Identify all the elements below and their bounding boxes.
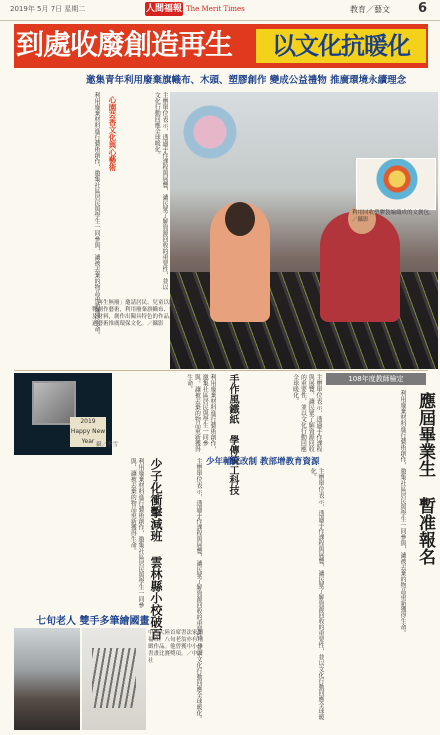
side-banner: 心園芸香文化與心藝術 [108,96,117,171]
inset-photo-caption: 利用回收塑膠袋編織成的文創包。／攝影 [352,210,435,223]
article-column: 主辦單位表示，透過手作課程與展覽，讓民眾了解資源回收的重要性，並以文化行動回應全球暖化。 [309,468,324,720]
newspaper-logo-english: The Merit Times [186,5,245,13]
article-column: 利用廢棄材料進行藝術創作，邀集社區居民與學生一同參與，讓被丟棄的物品重新獲得生命。 [185,374,216,452]
article-column: 利用廢棄材料進行藝術創作，邀集社區居民與學生一同參與，讓被丟棄的物品重新獲得生命。 [93,92,100,338]
article-column: 主辦單位表示，透過手作課程與展覽，讓民眾了解資源回收的重要性，並以文化行動回應全球暖化。 [153,92,168,290]
elder-portrait-photo [14,628,80,730]
headline-main: 到處收廢創造再生 [16,28,233,61]
headline-highlight-box [256,29,426,63]
sub-article-headline: 少子化衝擊減班 雲林縣小校破百 [149,458,163,640]
issue-date: 2019年 5月 7日 星期二 [10,5,86,13]
section-tag: 108年度教師檢定 [326,373,426,385]
craft-photo-caption: 攝／李雪 [96,442,119,448]
newspaper-logo: 人間福報 [145,4,182,14]
subheadline: 邀集青年利用廢棄旗幟布、木頭、塑膠創作 變成公益禮物 推廣環境永續理念 [86,75,407,86]
article-column: 主辦單位表示，透過手作課程與展覽，讓民眾了解資源回收的重要性，並以文化行動回應全球暖化。 [195,458,202,722]
big-headline: 應屆畢業生 暫准報名 [415,392,435,565]
article-column: 利用廢棄材料進行藝術創作，邀集社區居民與學生一同參與，讓被丟棄的物品重新獲得生命。 [129,458,144,608]
headline-highlight: 以文化抗暖化 [272,32,410,60]
bottom-photo-caption: 中國大陸首席書法家劉福峰，八旬老翁亦有精緻作品。他曾獲中小學書畫比賽獎項。／中新社 [148,630,204,664]
side-headline: 手作風鐵紙 學傳統工科技 [227,374,238,495]
person-head [225,202,255,236]
greeting-card: 2019 Happy New Year [70,418,106,445]
ink-painting-image [92,648,136,708]
painting-photo [82,628,146,730]
main-photo [170,92,438,369]
inset-photo [356,158,436,210]
article-column: 主辦單位表示，透過手作課程與展覽，讓民眾了解資源回收的重要性，並以文化行動回應全球暖化。 [291,374,322,452]
page-number: 6 [418,1,428,16]
main-photo-caption: 「再生無廢」邀請居民、兒童以廢棄物創作藝術，利用廢棄旗幟布、塑膠及材料，創作出獨具特色的作品，透過藝術推廣環保文化。／攝影 [92,300,181,327]
sub-article-headline: 少年輔院改制 教部增教育資源 [206,457,320,467]
section-label: 教育／藝文 [350,5,390,14]
divider [14,370,428,371]
article-column: 利用廢棄材料進行藝術創作，邀集社區居民與學生一同參與，讓被丟棄的物品重新獲得生命。 [399,390,406,636]
bottom-headline: 七旬老人 雙手多筆繪國畫 [36,616,150,627]
